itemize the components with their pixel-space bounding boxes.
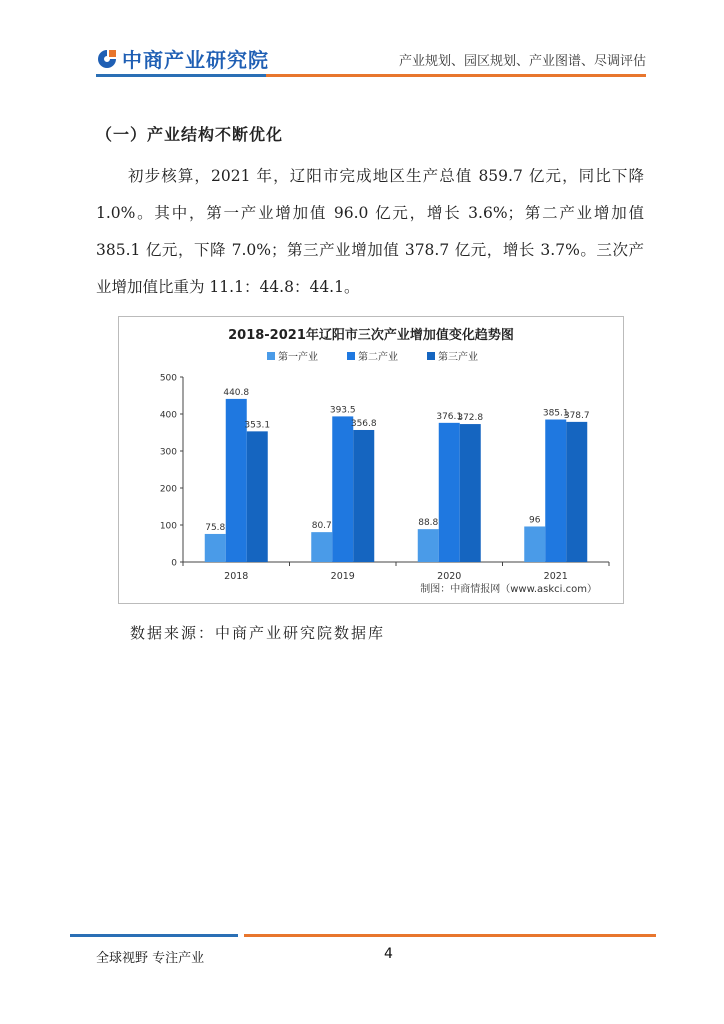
data-label: 75.8 — [205, 522, 226, 533]
section-title: （一）产业结构不断优化 — [96, 125, 284, 144]
header-divider-orange — [266, 74, 646, 77]
data-label: 80.7 — [311, 521, 332, 532]
x-tick-label: 2020 — [437, 571, 462, 582]
data-label: 353.1 — [244, 420, 271, 431]
legend-label-1: 第一产业 — [278, 352, 318, 363]
x-tick-label: 2018 — [224, 571, 249, 582]
legend-swatch-3 — [427, 352, 435, 360]
data-label: 376.1 — [436, 411, 463, 422]
bar-2018-3 — [247, 431, 268, 562]
data-label: 88.8 — [418, 518, 439, 529]
bar-2019-3 — [353, 430, 374, 562]
bar-2021-2 — [545, 420, 566, 562]
data-label: 356.8 — [350, 418, 377, 429]
bar-2021-1 — [524, 526, 545, 562]
y-tick-label: 200 — [159, 484, 177, 495]
chart-svg — [119, 317, 623, 603]
bar-2018-1 — [205, 534, 226, 562]
data-label: 96 — [529, 515, 541, 526]
page-number: 4 — [384, 946, 393, 962]
chart-credit: 制图：中商情报网（www.askci.com） — [420, 584, 597, 595]
footer-divider-orange — [244, 934, 656, 937]
x-tick-label: 2019 — [330, 571, 355, 582]
data-label: 372.8 — [457, 413, 484, 424]
bar-2020-2 — [439, 423, 460, 562]
header-divider-blue — [96, 74, 266, 77]
y-tick-label: 100 — [159, 521, 177, 532]
y-tick-label: 400 — [159, 410, 177, 421]
x-tick-label: 2021 — [543, 571, 568, 582]
chart-title: 2018-2021年辽阳市三次产业增加值变化趋势图 — [228, 328, 514, 343]
data-label: 440.8 — [223, 387, 250, 398]
legend-label-3: 第三产业 — [438, 352, 478, 363]
bar-2019-1 — [311, 532, 332, 562]
logo-c-icon — [96, 48, 118, 70]
legend-label-2: 第二产业 — [358, 352, 398, 363]
bar-2019-2 — [332, 416, 353, 562]
legend-swatch-2 — [347, 352, 355, 360]
legend-swatch-1 — [267, 352, 275, 360]
y-tick-label: 500 — [159, 373, 177, 384]
footer-divider-blue — [70, 934, 238, 937]
body-paragraph: 初步核算，2021 年，辽阳市完成地区生产总值 859.7 亿元，同比下降 1.0%。其中，第一产业增加值 96.0 亿元，增长 3.6%；第二产业增加值 385.1 亿元，下降 7.0%；第三产业增加值 378.7 亿元，增长 3.7%。三次产业增加值比重为 11.1：44.8：44.1。 — [96, 167, 644, 296]
y-tick-label: 300 — [159, 447, 177, 458]
footer-slogan: 全球视野 专注产业 — [96, 951, 205, 966]
bar-chart — [118, 316, 624, 604]
bar-2021-3 — [566, 422, 587, 562]
logo-text: 中商产业研究院 — [122, 48, 269, 72]
data-source: 数据来源：中商产业研究院数据库 — [130, 624, 386, 642]
bar-2020-3 — [460, 424, 481, 562]
data-label: 393.5 — [329, 405, 356, 416]
company-logo — [96, 44, 269, 73]
data-label: 378.7 — [563, 410, 590, 421]
header-tagline: 产业规划、园区规划、产业图谱、尽调评估 — [398, 54, 646, 69]
y-tick-label: 0 — [171, 558, 177, 569]
bar-2020-1 — [418, 529, 439, 562]
data-label: 385.1 — [542, 408, 569, 419]
